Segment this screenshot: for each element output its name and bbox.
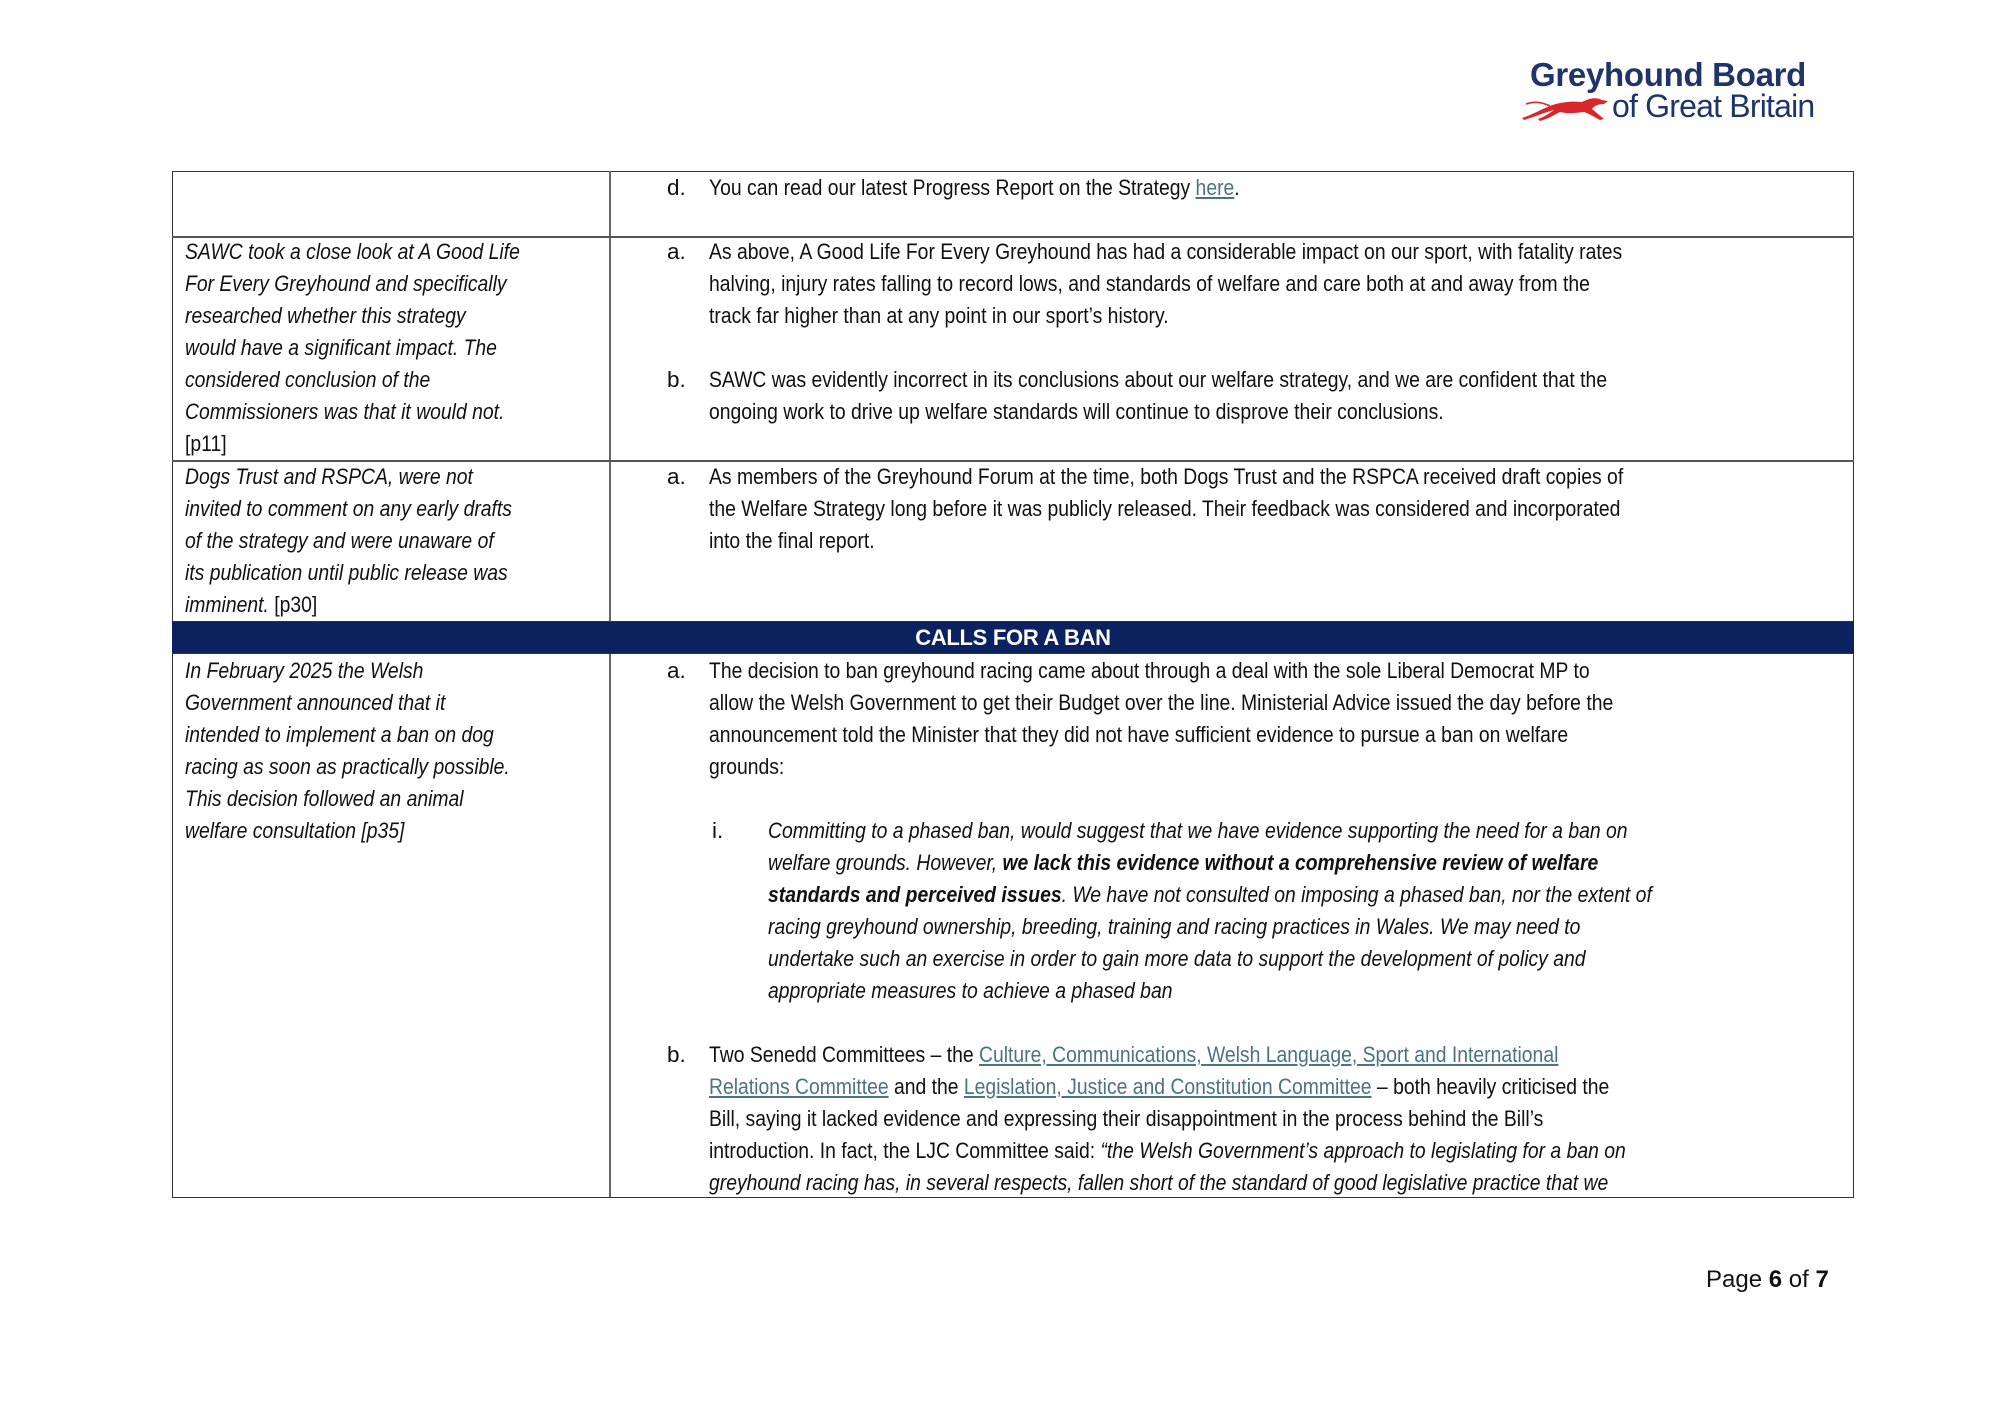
response-text-segment: and the [888,1074,964,1099]
quoted-advice-emphasis: standards and perceived issues [768,882,1062,907]
claim-text: would have a significant impact. The [185,335,497,360]
response-text: into the final report. [709,528,875,553]
current-page: 6 [1768,1266,1783,1293]
claim-text: racing as soon as practically possible. [185,754,510,779]
response-text [709,1135,1626,1167]
claim-text: invited to comment on any early drafts [185,496,512,521]
response-text: halving, injury rates falling to record lows, and standards of welfare and care both at and away from the [709,271,1590,296]
list-label: a. [667,464,686,489]
quoted-advice-text [768,847,1598,879]
response-text: the Welfare Strategy long before it was publicly released. Their feedback was considered and incorporated [709,496,1621,521]
claim-text: its publication until public release was [185,560,508,585]
total-pages: 7 [1815,1266,1829,1293]
quoted-advice-text: Committing to a phased ban, would suggest that we have evidence supporting the need for a ban on [768,818,1628,843]
response-text: As above, A Good Life For Every Greyhound has had a considerable impact on our sport, with fatality rates [709,239,1623,264]
claim-text: researched whether this strategy [185,303,466,328]
quoted-advice-text [768,879,1652,911]
claim-text: intended to implement a ban on dog [185,722,494,747]
claim-text [185,589,317,621]
section-header-calls-for-a-ban [172,621,1854,654]
response-text: As members of the Greyhound Forum at the time, both Dogs Trust and the RSPCA received draft copies of [709,464,1624,489]
culture-committee-link[interactable]: Culture, Communications, Welsh Language, Sport and International [978,1042,1559,1067]
response-text [709,172,1240,204]
claim-text: This decision followed an animal [185,786,464,811]
column-divider [609,171,611,621]
response-text: The decision to ban greyhound racing came about through a deal with the sole Liberal Democrat MP to [709,658,1590,683]
running-greyhound-icon [1520,92,1612,122]
response-text: track far higher than at any point in our sport’s history. [709,303,1169,328]
logo-title: Greyhound Board [1530,56,1807,93]
list-label: b. [667,367,686,392]
claim-text-segment: imminent. [185,592,269,617]
quoted-advice-segment: welfare grounds. However, [768,850,1003,875]
response-text-segment: Two Senedd Committees – the [709,1042,979,1067]
claim-text: For Every Greyhound and specifically [185,271,507,296]
response-text [709,1039,1558,1071]
page-number [1706,1266,1829,1294]
list-label: a. [667,239,686,264]
claim-text: considered conclusion of the [185,367,431,392]
page-number-separator: of [1782,1266,1816,1293]
quoted-advice-emphasis: we lack this evidence without a comprehensive review of welfare [1002,850,1599,875]
response-text: Bill, saying it lacked evidence and expressing their disappointment in the process behind the Bill’s [709,1106,1544,1131]
progress-report-link[interactable]: here [1195,175,1235,200]
gbgb-logo [1520,56,1880,126]
response-text: grounds: [709,754,785,779]
response-text-segment: introduction. In fact, the LJC Committee said: [709,1138,1101,1163]
claim-text: Commissioners was that it would not. [185,399,505,424]
response-text: announcement told the Minister that they did not have sufficient evidence to pursue a ban on welfare [709,722,1569,747]
list-label: d. [667,175,686,200]
response-text [709,1071,1609,1103]
list-label: a. [667,658,686,683]
ljc-quote: greyhound racing has, in several respects, fallen short of the standard of good legislative practice that we [709,1170,1609,1195]
response-text: ongoing work to drive up welfare standards will continue to disprove their conclusions. [709,399,1444,424]
ljc-quote: “the Welsh Government’s approach to legislating for a ban on [1100,1138,1626,1163]
page-number-prefix: Page [1706,1266,1769,1293]
response-text-segment: You can read our latest Progress Report on the Strategy [709,175,1196,200]
claim-text: of the strategy and were unaware of [185,528,494,553]
culture-committee-link[interactable]: Relations Committee [709,1074,889,1099]
claim-text: In February 2025 the Welsh [185,658,424,683]
claim-text: SAWC took a close look at A Good Life [185,239,520,264]
claim-text: Dogs Trust and RSPCA, were not [185,464,473,489]
response-text: allow the Welsh Government to get their Budget over the line. Ministerial Advice issued the day before the [709,690,1614,715]
sub-list-label: i. [712,818,724,843]
quoted-advice-text: appropriate measures to achieve a phased ban [768,978,1173,1003]
quoted-advice-text: racing greyhound ownership, breeding, training and racing practices in Wales. We may need to [768,914,1581,939]
logo-subtitle: of Great Britain [1612,88,1815,124]
claim-page-ref: [p11] [185,431,227,456]
section-title: CALLS FOR A BAN [915,625,1111,650]
claim-text: welfare consultation [p35] [185,818,405,843]
quoted-advice-segment: . We have not consulted on imposing a phased ban, nor the extent of [1061,882,1652,907]
response-text: SAWC was evidently incorrect in its conclusions about our welfare strategy, and we are confident that the [709,367,1608,392]
claim-text: Government announced that it [185,690,446,715]
list-label: b. [667,1042,686,1067]
response-text-segment: – both heavily criticised the [1371,1074,1610,1099]
column-divider [609,654,611,1197]
claim-page-ref: [p30] [268,592,318,617]
response-text-segment: . [1234,175,1240,200]
quoted-advice-text: undertake such an exercise in order to gain more data to support the development of policy and [768,946,1586,971]
ljc-committee-link[interactable]: Legislation, Justice and Constitution Committee [963,1074,1372,1099]
